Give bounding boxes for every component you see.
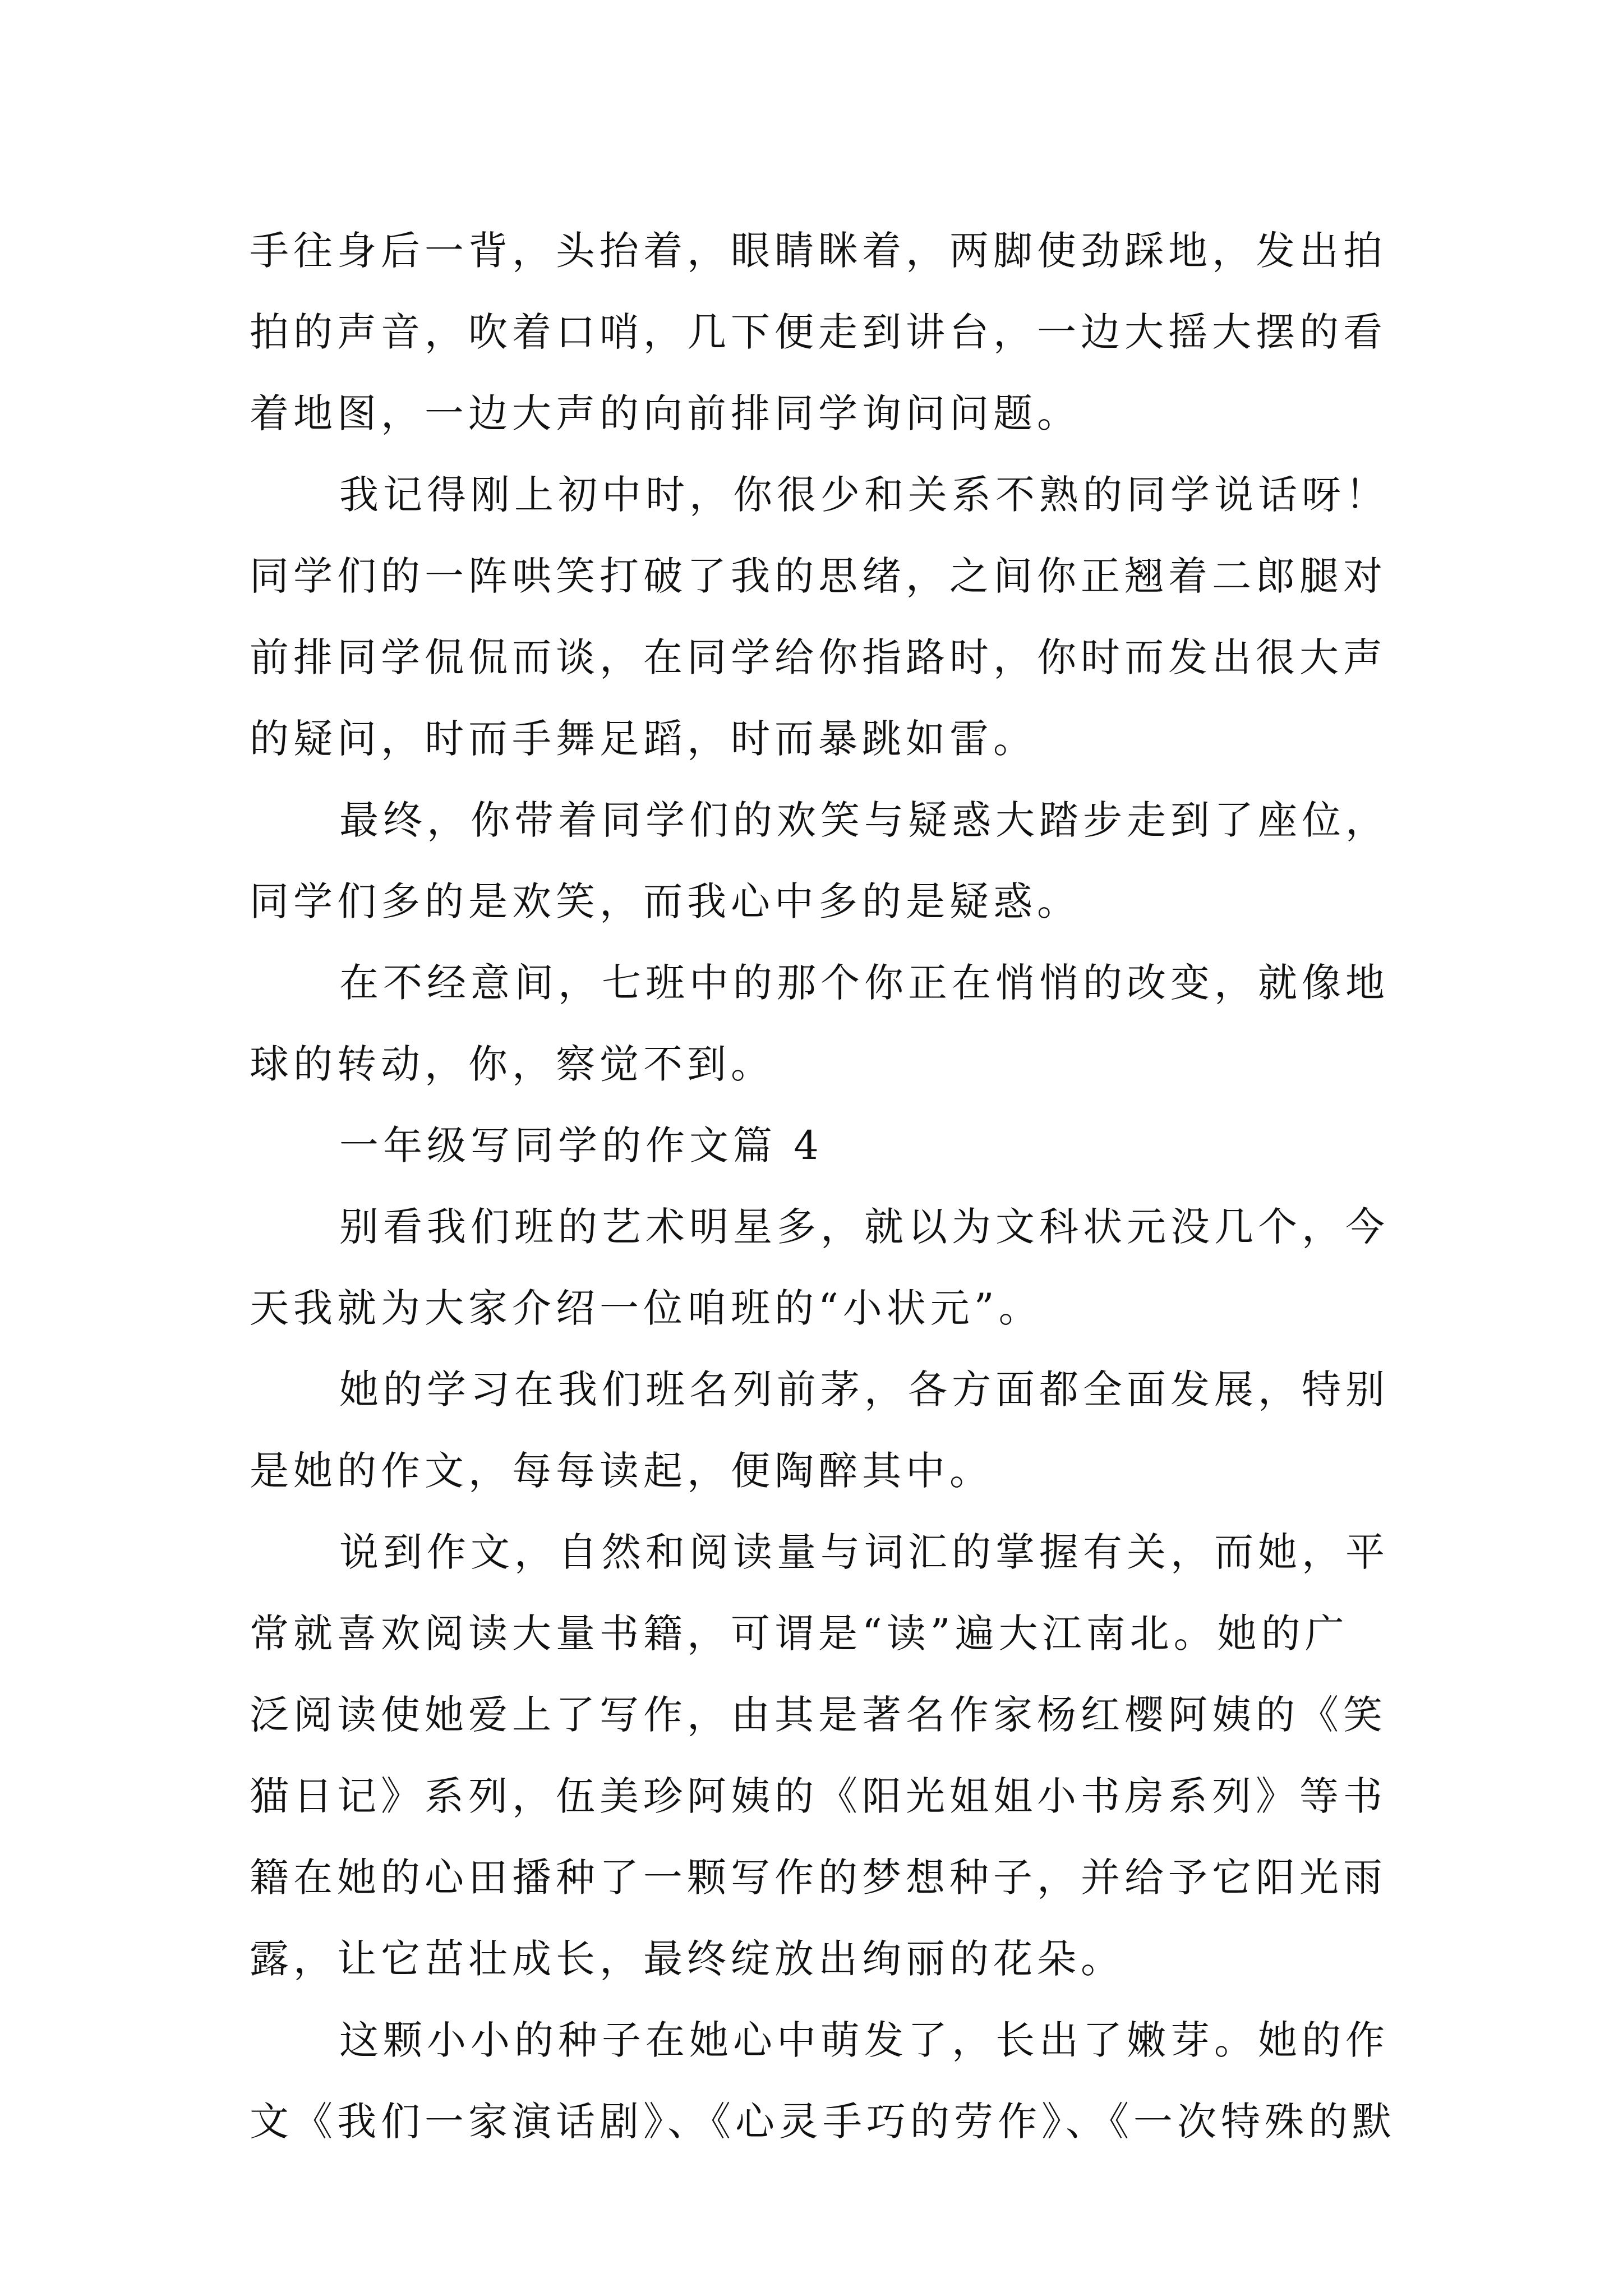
- text-line: 她的学习在我们班名列前茅，各方面都全面发展，特别: [339, 1366, 1389, 1412]
- text-line: 最终，你带着同学们的欢笑与疑惑大踏步走到了座位，: [339, 797, 1389, 843]
- text-line: 常就喜欢阅读大量书籍，可谓是“读”遍大江南北。她的广: [250, 1611, 1349, 1657]
- text-line: 我记得刚上初中时，你很少和关系不熟的同学说话呀！: [339, 472, 1389, 518]
- text-line: 猫日记》系列，伍美珍阿姨的《阳光姐姐小书房系列》等书: [250, 1773, 1387, 1819]
- text-line: 球的转动，你，察觉不到。: [250, 1041, 774, 1087]
- text-line: 籍在她的心田播种了一颗写作的梦想种子，并给予它阳光雨: [250, 1855, 1387, 1901]
- text-line: 在不经意间，七班中的那个你正在悄悄的改变，就像地: [339, 960, 1389, 1006]
- text-line: 露，让它茁壮成长，最终绽放出绚丽的花朵。: [250, 1936, 1124, 1982]
- text-line: 着地图，一边大声的向前排同学询问问题。: [250, 390, 1081, 436]
- text-line: 文《我们一家演话剧》、《心灵手巧的劳作》、《一次特殊的默: [250, 2099, 1396, 2145]
- text-line: 说到作文，自然和阅读量与词汇的掌握有关，而她，平: [339, 1529, 1389, 1575]
- document-body: [250, 210, 1396, 2162]
- text-line: 的疑问，时而手舞足蹈，时而暴跳如雷。: [250, 716, 1037, 762]
- section-heading: 一年级写同学的作文篇 4: [339, 1122, 823, 1168]
- text-line: 是她的作文，每每读起，便陶醉其中。: [250, 1448, 993, 1494]
- text-line: 同学们的一阵哄笑打破了我的思绪，之间你正翘着二郎腿对: [250, 553, 1387, 599]
- text-line: 这颗小小的种子在她心中萌发了，长出了嫩芽。她的作: [339, 2017, 1389, 2063]
- text-line: 拍的声音，吹着口哨，几下便走到讲台，一边大摇大摆的看: [250, 309, 1387, 355]
- text-line: 泛阅读使她爱上了写作，由其是著名作家杨红樱阿姨的《笑: [250, 1692, 1387, 1738]
- text-line: 别看我们班的艺术明星多，就以为文科状元没几个，今: [339, 1204, 1389, 1250]
- text-line: 同学们多的是欢笑，而我心中多的是疑惑。: [250, 878, 1081, 924]
- text-line: 天我就为大家介绍一位咱班的“小状元”。: [250, 1285, 1043, 1331]
- text-line: 手往身后一背，头抬着，眼睛眯着，两脚使劲踩地，发出拍: [250, 228, 1387, 274]
- text-line: 前排同学侃侃而谈，在同学给你指路时，你时而发出很大声: [250, 634, 1387, 680]
